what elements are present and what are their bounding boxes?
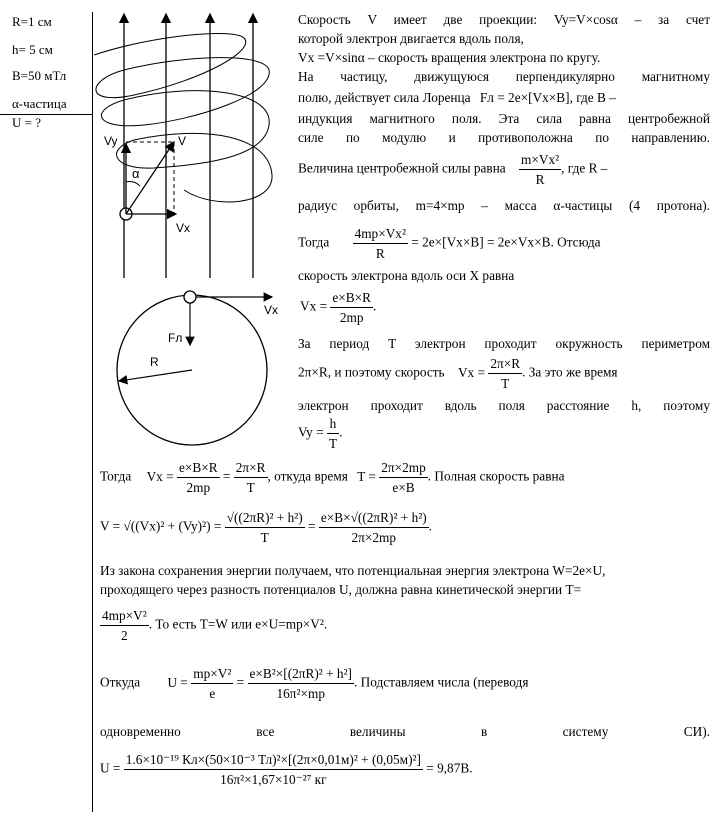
- para-projections-3: Vx =V×sinα – скорость вращения электрона по кругу.: [298, 50, 601, 65]
- para-lorentz-3: индукция магнитного поля. Эта сила равна центробежной: [298, 111, 710, 126]
- numeric-num: 1.6×10⁻¹⁹ Кл×(50×10⁻³ Тл)²×[(2π×0,01м)² + (0,05м)²]: [124, 750, 423, 770]
- total-lhs: V = √((Vx)² + (Vy)²) =: [100, 518, 222, 534]
- then-fraction: [353, 224, 408, 263]
- period-fraction: [488, 354, 522, 393]
- label-fl: Fл: [168, 331, 183, 345]
- lorentz-formula: Fл = 2e×[Vx×B]: [479, 90, 570, 105]
- column-divider: [92, 12, 93, 812]
- numeric-lhs: U =: [100, 760, 121, 776]
- vy-num: h: [327, 414, 339, 434]
- given-radius: R=1 см: [12, 14, 52, 29]
- then-text: Тогда: [298, 234, 330, 250]
- centrifugal-text: Величина центробежной силы равна: [298, 160, 506, 176]
- u-num2: e×B²×[(2πR)² + h²]: [248, 664, 354, 684]
- para-centrifugal-2: радиус орбиты, m=4×mp – масса α-частицы (4 протона).: [298, 198, 710, 213]
- formula-numeric: U = $\frac{\text{1.6×10⁻¹⁹ Кл×(50×10⁻³ Тл)²×[(2π×0,01м)² + (0,05м)²]}}{\text{16π²×1,67×10⁻²⁷ кг}}$ = 9,87В.: [100, 752, 473, 787]
- u-den1: e: [209, 686, 216, 701]
- helix-path: [94, 33, 272, 202]
- radius-vector: [119, 370, 192, 381]
- time-den1: 2mp: [186, 480, 211, 495]
- period-num: 2π×R: [488, 354, 522, 374]
- period-den: T: [501, 376, 510, 391]
- orbit-particle: [184, 291, 196, 303]
- total-num2: e×B×√((2πR)² + h²): [319, 508, 429, 528]
- vy-fraction: [327, 414, 339, 453]
- time-fraction-1: [177, 458, 220, 497]
- numeric-fraction: [124, 750, 423, 789]
- field-lines: [124, 14, 253, 278]
- para-period-2: [298, 354, 710, 393]
- total-den1: T: [260, 530, 269, 545]
- para-time: Тогда Vx = $\frac{e\times B\times R}{2mp}$ = $\frac{2\pi\times R}{T}$ , откуда время T = $\frac{2\pi\times 2mp}{e\times B}$ . Полная скорость равна: [100, 460, 565, 495]
- given-particle: α-частица: [12, 96, 67, 111]
- para-energy-1: Из закона сохранения энергии получаем, что потенциальная энергия электрона W=2e×U,: [100, 563, 606, 578]
- kinetic-den: 2: [121, 628, 128, 643]
- given-find: U = ?: [12, 115, 41, 130]
- time-den3: e×B: [392, 480, 415, 495]
- time-num3: 2π×2mp: [379, 458, 428, 478]
- time-mid: , откуда время: [267, 468, 348, 484]
- time-post: . Полная скорость равна: [427, 468, 565, 484]
- time-num2: 2π×R: [234, 458, 268, 478]
- figure: [94, 0, 294, 455]
- vy-den: T: [328, 436, 338, 451]
- para-projections-1: Скорость V имеет две проекции: Vy=V×cosα – за счет: [298, 12, 710, 27]
- para-si: одновременно все величины в систему СИ).: [100, 724, 710, 739]
- centrifugal-post: , где R –: [561, 160, 608, 176]
- period-text: 2π×R, и поэтому скорость: [298, 364, 445, 380]
- total-num1: √((2πR)² + h²): [225, 508, 305, 528]
- centrifugal-fraction: [519, 150, 561, 189]
- time-den2: T: [246, 480, 255, 495]
- label-vx: Vx: [176, 221, 191, 235]
- formula-vx: Vx = $\frac{e\times B\times R}{2mp}$ .: [300, 290, 377, 325]
- time-num1: e×B×R: [177, 458, 220, 478]
- time-fraction-3: [379, 458, 428, 497]
- alpha-arc: [126, 182, 140, 187]
- formula-total-velocity: V = √((Vx)² + (Vy)²) = $\frac{\text{√((2πR)² + h²)}}{T}$ = $\frac{\text{e×B×√((2πR)² + h²)}}{2\pi\times 2mp}$ .: [100, 510, 432, 545]
- label-vy: Vy: [104, 134, 118, 148]
- para-lorentz-4: силе по модулю и противоположна по направлению.: [298, 130, 710, 145]
- para-lorentz-1: На частицу, движущуюся перпендикулярно магнитному: [298, 69, 710, 84]
- lorentz-text: полю, действует сила Лоренца: [298, 90, 471, 105]
- label-r: R: [150, 355, 159, 369]
- formula-u: Откуда U = $\frac{\text{mp×V²}}{e}$ = $\frac{\text{e×B²×[(2πR)² + h²]}}{\text{16π²×mp}}$ . Подставляем числа (переводя: [100, 666, 529, 701]
- para-then-1: [298, 224, 710, 263]
- period-post: . За это же время: [522, 364, 618, 380]
- then-den: R: [375, 246, 385, 261]
- vx-fraction: [330, 288, 373, 327]
- vy-lhs: Vy =: [298, 424, 324, 440]
- total-fraction-1: [225, 508, 305, 547]
- para-period-3: электрон проходит вдоль поля расстояние h, поэтому: [298, 398, 710, 413]
- u-text: Откуда: [100, 674, 141, 690]
- vx-lhs: Vx =: [300, 298, 328, 314]
- then-post: . Отсюда: [550, 234, 601, 250]
- formula-kinetic: [100, 606, 327, 645]
- centrifugal-num: m×Vx²: [519, 150, 561, 170]
- para-period-1: За период T электрон проходит окружность периметром: [298, 336, 710, 351]
- numeric-den: 16π²×1,67×10⁻²⁷ кг: [220, 772, 327, 787]
- para-projections-2: которой электрон двигается вдоль поля,: [298, 31, 524, 46]
- numeric-result: = 9,87В: [426, 760, 470, 776]
- label-orbit-vx: Vx: [264, 303, 279, 317]
- time-lhs: Vx =: [146, 468, 174, 484]
- kinetic-fraction: [100, 606, 149, 645]
- period-lhs: Vx =: [457, 364, 486, 380]
- para-lorentz-2: [298, 88, 710, 107]
- u-fraction-1: [191, 664, 233, 703]
- lorentz-post: , где B –: [569, 90, 616, 105]
- time-text: Тогда: [100, 468, 132, 484]
- para-energy-2: проходящего через разность потенциалов U, должна равна кинетической энергии T=: [100, 582, 582, 597]
- given-field: B=50 мТл: [12, 68, 67, 83]
- given-divider: [0, 114, 92, 115]
- formula-vy: Vy = $\frac{h}{T}$ .: [298, 416, 343, 451]
- kinetic-num: 4mp×V²: [100, 606, 149, 626]
- vx-den: 2mp: [339, 310, 364, 325]
- u-den2: 16π²×mp: [276, 686, 325, 701]
- u-fraction-2: [248, 664, 354, 703]
- then-num: 4mp×Vx²: [353, 224, 408, 244]
- vx-num: e×B×R: [330, 288, 373, 308]
- time-fraction-2: [234, 458, 268, 497]
- label-v: V: [178, 134, 187, 148]
- label-alpha: α: [132, 166, 140, 181]
- total-fraction-2: [319, 508, 429, 547]
- para-then-2: скорость электрона вдоль оси X равна: [298, 268, 515, 283]
- para-centrifugal-1: [298, 150, 607, 189]
- kinetic-post: . То есть T=W или e×U=mp×V².: [148, 616, 328, 632]
- time-t: T =: [357, 468, 376, 484]
- centrifugal-den: R: [535, 172, 545, 187]
- total-den2: 2π×2mp: [351, 530, 396, 545]
- given-height: h= 5 см: [12, 42, 53, 57]
- u-num1: mp×V²: [191, 664, 233, 684]
- u-lhs: U =: [167, 674, 188, 690]
- then-rest: = 2e×[Vx×B] = 2e×Vx×B: [411, 234, 551, 250]
- u-post: . Подставляем числа (переводя: [353, 674, 529, 690]
